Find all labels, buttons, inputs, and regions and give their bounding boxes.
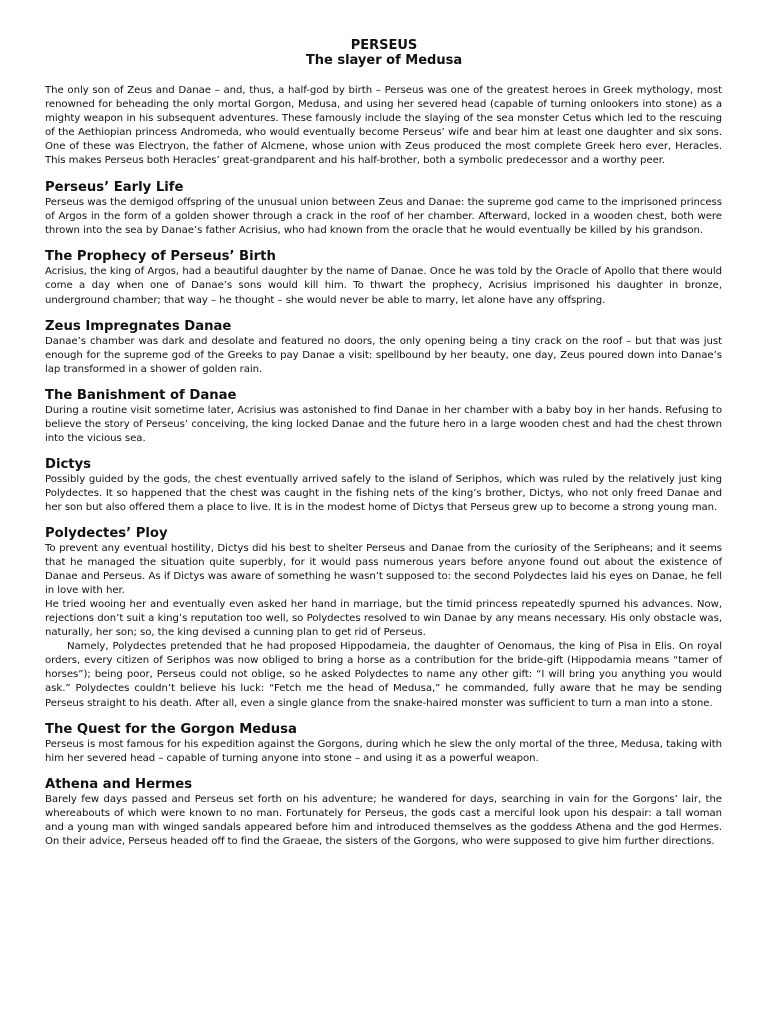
section-paragraph: He tried wooing her and eventually even asked her hand in marriage, but the timid princess repeatedly spurned his advances. Now, rejections don’t suit a king’s reputation too well, so Polydectes resolved to win Danae by any means necessary. His only obstacle was, naturally, her son; so, the king devised a cunning plan to get rid of Perseus. <box>45 599 722 639</box>
section-heading-polydectes-ploy: Polydectes’ Ploy <box>45 525 168 541</box>
section-paragraph: Possibly guided by the gods, the chest eventually arrived safely to the island of Seriphos, which was ruled by the relatively just king Polydectes. It so happened that the chest was caught in the fishing nets of the king’s brother, Dictys, who not only freed Danae and her son but also offered them a place to live. It is in the modest home of Dictys that Perseus grew up to become a strong young man. <box>45 473 722 513</box>
section-paragraph: Acrisius, the king of Argos, had a beautiful daughter by the name of Danae. Once he was told by the Oracle of Apollo that there would come a day when one of Danae’s sons would kill him. To thwart the prophecy, Acrisius imprisoned his daughter in bronze, underground chamber; that way – he thought – she would never be able to marry, let alone have any offspring. <box>45 266 722 306</box>
title-block <box>0 38 768 68</box>
section-paragraph: Perseus is most famous for his expedition against the Gorgons, during which he slew the only mortal of the three, Medusa, taking with him her severed head – capable of turning anyone into stone – and using it as a powerful weapon. <box>45 738 722 764</box>
section-heading-early-life: Perseus’ Early Life <box>45 180 184 196</box>
document-subtitle: The slayer of Medusa <box>305 53 463 68</box>
section-paragraph: Danae’s chamber was dark and desolate and featured no doors, the only opening being a tiny crack on the roof – but that was just enough for the supreme god of the Greeks to pay Danae a visit: spellbound by her beauty, one day, Zeus poured down into Danae’s lap transformed in a shower of golden rain. <box>45 335 722 375</box>
document-title: PERSEUS <box>350 38 418 53</box>
document-body <box>45 84 722 849</box>
section-heading-banishment: The Banishment of Danae <box>45 387 237 403</box>
section-paragraph: Namely, Polydectes pretended that he had proposed Hippodameia, the daughter of Oenomaus, the king of Pisa in Elis. On royal orders, every citizen of Seriphos was now obliged to bring a horse as a contribution for the bride-gift (Hippodamia means “tamer of horses”); being poor, Perseus could not oblige, so he asked Polydectes to name any other gift: “I will bring you anything you would ask.” Polydectes couldn’t believe his luck: “Fetch me the head of Medusa,” he commanded, fully aware that he may be sending Perseus straight to his death. After all, even a single glance from the snake-haired monster was sufficient to turn a man into a stone. <box>45 641 722 709</box>
section-heading-athena-hermes: Athena and Hermes <box>45 776 193 792</box>
section-heading-prophecy: The Prophecy of Perseus’ Birth <box>45 249 276 265</box>
section-heading-dictys: Dictys <box>45 456 92 472</box>
section-paragraph: Perseus was the demigod offspring of the unusual union between Zeus and Danae: the supreme god came to the imprisoned princess of Argos in the form of a golden shower through a crack in the roof of her chamber. Afterward, locked in a wooden chest, both were thrown into the sea by Danae’s father Acrisius, who had known from the oracle that he would eventually be killed by his grandson. <box>45 197 722 237</box>
section-heading-quest-medusa: The Quest for the Gorgon Medusa <box>45 721 297 737</box>
section-heading-zeus-impregnates: Zeus Impregnates Danae <box>45 318 232 334</box>
section-paragraph: To prevent any eventual hostility, Dictys did his best to shelter Perseus and Danae from the curiosity of the Seripheans; and it seems that he managed the situation quite superbly, for it would pass numerous years before anyone found out about the existence of Danae and Perseus. As if Dictys was aware of something he wasn’t supposed to: the second Polydectes laid his eyes on Danae, he fell in love with her. <box>45 542 722 597</box>
section-paragraph: Barely few days passed and Perseus set forth on his adventure; he wandered for days, searching in vain for the Gorgons’ lair, the whereabouts of which were known to no man. Fortunately for Perseus, the gods cast a merciful look upon his despair: a tall woman and a young man with winged sandals appeared before him and introduced themselves as the goddess Athena and the god Hermes. On their advice, Perseus headed off to find the Graeae, the sisters of the Gorgons, who were supposed to give him further directions. <box>45 793 722 847</box>
intro-paragraph: The only son of Zeus and Danae – and, thus, a half-god by birth – Perseus was one of the greatest heroes in Greek mythology, most renowned for beheading the only mortal Gorgon, Medusa, and using her severed head (capable of turning onlookers into stone) as a mighty weapon in his subsequent adventures. These famously include the slaying of the sea monster Cetus which led to the rescuing of the Aethiopian princess Andromeda, who would eventually become Perseus’ wife and bear him at least one daughter and six sons. One of these was Electryon, the father of Alcmene, whose union with Zeus produced the most complete Greek hero ever, Heracles. This makes Perseus both Heracles’ great-grandparent and his half-brother, both a symbolic predecessor and a worthy peer. <box>45 85 722 167</box>
section-paragraph: During a routine visit sometime later, Acrisius was astonished to find Danae in her chamber with a baby boy in her hands. Refusing to believe the story of Perseus’ conceiving, the king locked Danae and the future hero in a large wooden chest and had the chest thrown into the vicious sea. <box>45 404 722 444</box>
